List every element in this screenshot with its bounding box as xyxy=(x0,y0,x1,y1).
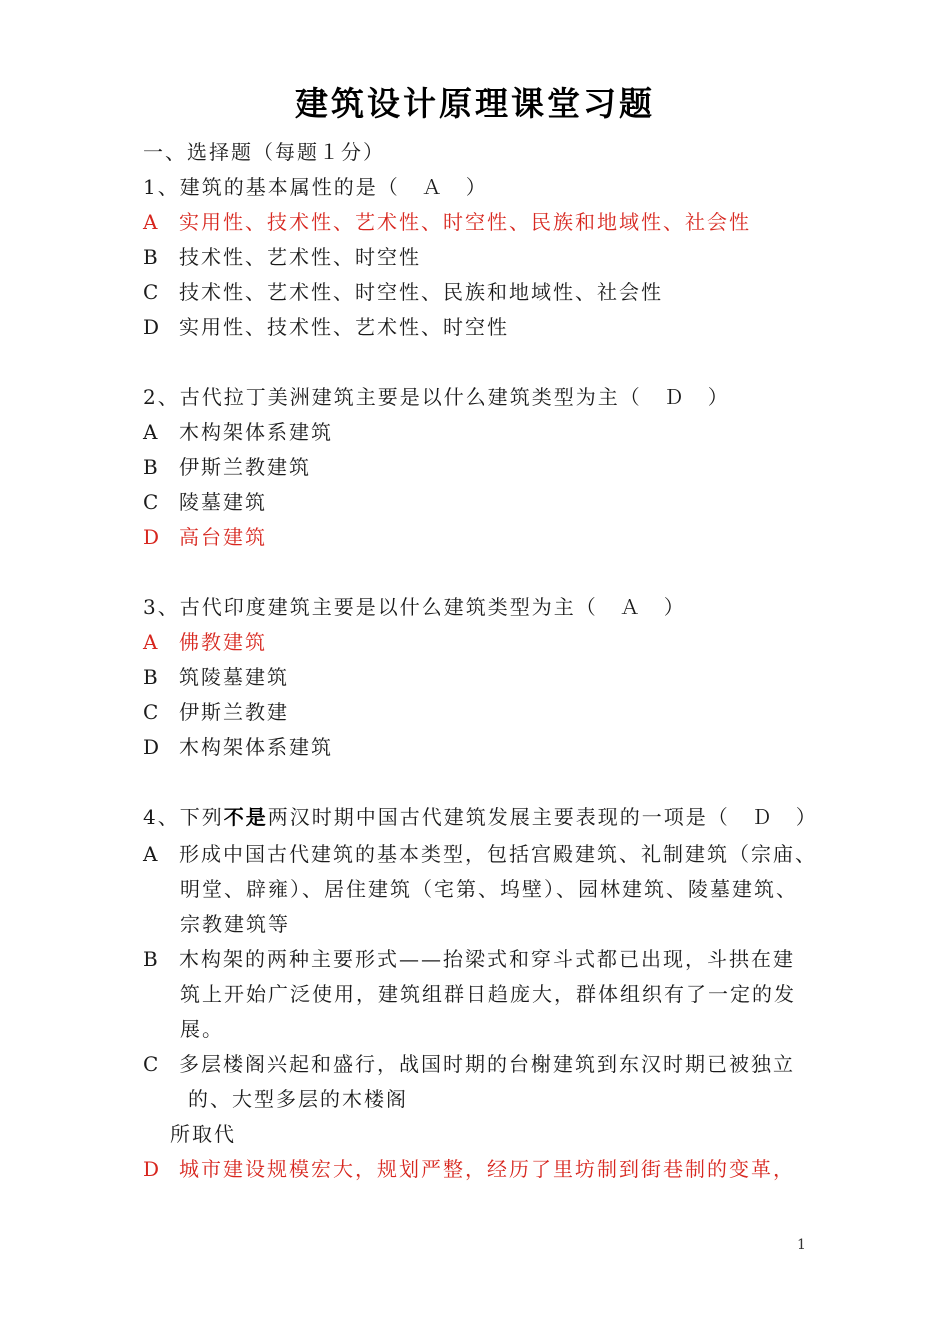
option-label: C xyxy=(143,700,161,724)
option-continuation: 筑上开始广泛使用，建筑组群日趋庞大，群体组织有了一定的发 xyxy=(180,982,796,1006)
option-continuation: 宗教建筑等 xyxy=(180,912,290,936)
stem-emphasis: 不是 xyxy=(223,805,268,829)
question-3-option-c xyxy=(143,698,289,726)
option-text: 伊斯兰教建 xyxy=(179,700,289,724)
option-label: D xyxy=(143,735,162,759)
option-label: B xyxy=(143,455,160,479)
question-4-option-b xyxy=(143,945,795,973)
option-label: A xyxy=(143,210,160,234)
option-text: 城市建设规模宏大，规划严整，经历了里坊制到街巷制的变革， xyxy=(179,1157,795,1181)
question-2-option-d xyxy=(143,523,267,551)
option-text: 技术性、艺术性、时空性、民族和地域性、社会性 xyxy=(179,280,663,304)
option-text: 木构架的两种主要形式——抬梁式和穿斗式都已出现，斗拱在建 xyxy=(179,947,795,971)
question-2-option-c xyxy=(143,488,267,516)
question-4-option-a xyxy=(143,840,817,868)
option-text: 佛教建筑 xyxy=(179,630,267,654)
question-3-option-d xyxy=(143,733,333,761)
option-text: 技术性、艺术性、时空性 xyxy=(179,245,421,269)
question-1-option-d xyxy=(143,313,509,341)
question-2-option-a xyxy=(143,418,333,446)
page-title: 建筑设计原理课堂习题 xyxy=(295,84,655,123)
option-label: B xyxy=(143,245,160,269)
option-label: A xyxy=(143,630,160,654)
option-text: 筑陵墓建筑 xyxy=(179,665,289,689)
option-label: C xyxy=(143,280,161,304)
option-continuation: 明堂、辟雍）、居住建筑（宅第、坞壁）、园林建筑、陵墓建筑、 xyxy=(180,877,798,901)
option-label: A xyxy=(143,842,160,866)
question-3-option-a xyxy=(143,628,267,656)
question-4-stem xyxy=(143,803,818,831)
option-text: 多层楼阁兴起和盛行，战国时期的台榭建筑到东汉时期已被独立 xyxy=(179,1052,795,1076)
stem-text: 两汉时期中国古代建筑发展主要表现的一项是（ Ｄ ） xyxy=(267,805,818,829)
question-1-option-a xyxy=(143,208,751,236)
option-text: 木构架体系建筑 xyxy=(179,735,333,759)
option-label: D xyxy=(143,1157,162,1181)
stem-text: 4、下列 xyxy=(143,805,224,829)
option-text: 伊斯兰教建筑 xyxy=(179,455,311,479)
option-continuation: 的、大型多层的木楼阁 xyxy=(188,1087,408,1111)
question-4-option-c xyxy=(143,1050,795,1078)
page-number: 1 xyxy=(797,1237,806,1253)
option-label: B xyxy=(143,947,160,971)
section-heading: 一、选择题（每题１分） xyxy=(143,140,385,164)
option-continuation: 所取代 xyxy=(170,1122,236,1146)
question-3-option-b xyxy=(143,663,289,691)
option-label: C xyxy=(143,490,161,514)
question-1-option-b xyxy=(143,243,421,271)
question-4-option-d xyxy=(143,1155,795,1183)
question-2-stem: 2、古代拉丁美洲建筑主要是以什么建筑类型为主（ Ｄ ） xyxy=(143,385,730,409)
option-label: C xyxy=(143,1052,161,1076)
option-label: D xyxy=(143,525,162,549)
question-1-stem: 1、建筑的基本属性的是（ Ａ ） xyxy=(143,175,488,199)
question-3-stem: 3、古代印度建筑主要是以什么建筑类型为主（ Ａ ） xyxy=(143,595,686,619)
option-text: 实用性、技术性、艺术性、时空性 xyxy=(179,315,509,339)
option-label: A xyxy=(143,420,160,444)
option-text: 形成中国古代建筑的基本类型，包括宫殿建筑、礼制建筑（宗庙、 xyxy=(179,842,817,866)
option-text: 木构架体系建筑 xyxy=(179,420,333,444)
question-1-option-c xyxy=(143,278,663,306)
option-label: B xyxy=(143,665,160,689)
option-text: 实用性、技术性、艺术性、时空性、民族和地域性、社会性 xyxy=(179,210,751,234)
question-2-option-b xyxy=(143,453,311,481)
option-text: 陵墓建筑 xyxy=(179,490,267,514)
option-label: D xyxy=(143,315,162,339)
option-continuation: 展。 xyxy=(180,1017,224,1041)
option-text: 高台建筑 xyxy=(179,525,267,549)
